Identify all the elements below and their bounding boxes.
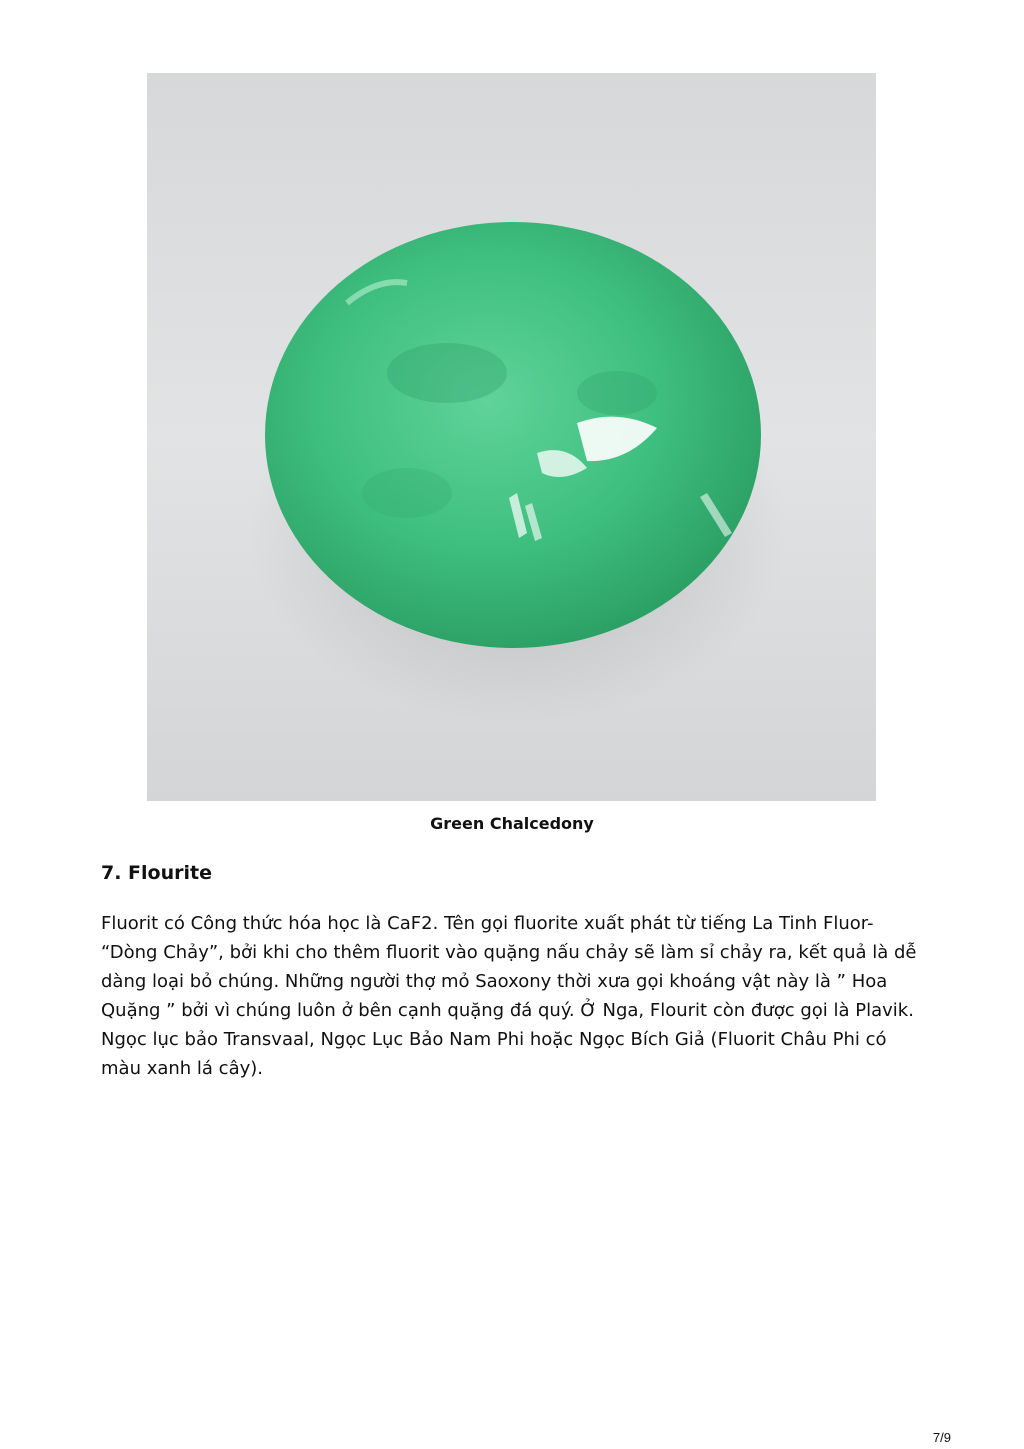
- section-paragraph: [101, 909, 929, 1083]
- section-heading: 7. Flourite: [101, 862, 212, 884]
- stone-mottle: [387, 343, 507, 403]
- stone-mottle: [577, 371, 657, 415]
- stone-mottle: [362, 468, 452, 518]
- paragraph-line: dàng loại bỏ chúng. Những người thợ mỏ Saoxony thời xưa gọi khoáng vật này là ” Hoa: [101, 971, 888, 992]
- paragraph-line: màu xanh lá cây).: [101, 1058, 263, 1079]
- figure-caption: Green Chalcedony: [430, 814, 594, 833]
- paragraph-line: Quặng ” bởi vì chúng luôn ở bên cạnh quặng đá quý. Ở Nga, Flourit còn được gọi là Plavik.: [101, 1000, 914, 1021]
- paragraph-line: Ngọc lục bảo Transvaal, Ngọc Lục Bảo Nam Phi hoặc Ngọc Bích Giả (Fluorit Châu Phi có: [101, 1029, 887, 1050]
- gemstone-photo: [147, 73, 876, 801]
- paragraph-line: “Dòng Chảy”, bởi khi cho thêm fluorit vào quặng nấu chảy sẽ làm sỉ chảy ra, kết quả là dễ: [101, 942, 917, 963]
- stone-body: [265, 222, 761, 648]
- paragraph-line: Fluorit có Công thức hóa học là CaF2. Tên gọi fluorite xuất phát từ tiếng La Tinh Fluor-: [101, 913, 874, 934]
- page-number: 7/9: [932, 1430, 951, 1445]
